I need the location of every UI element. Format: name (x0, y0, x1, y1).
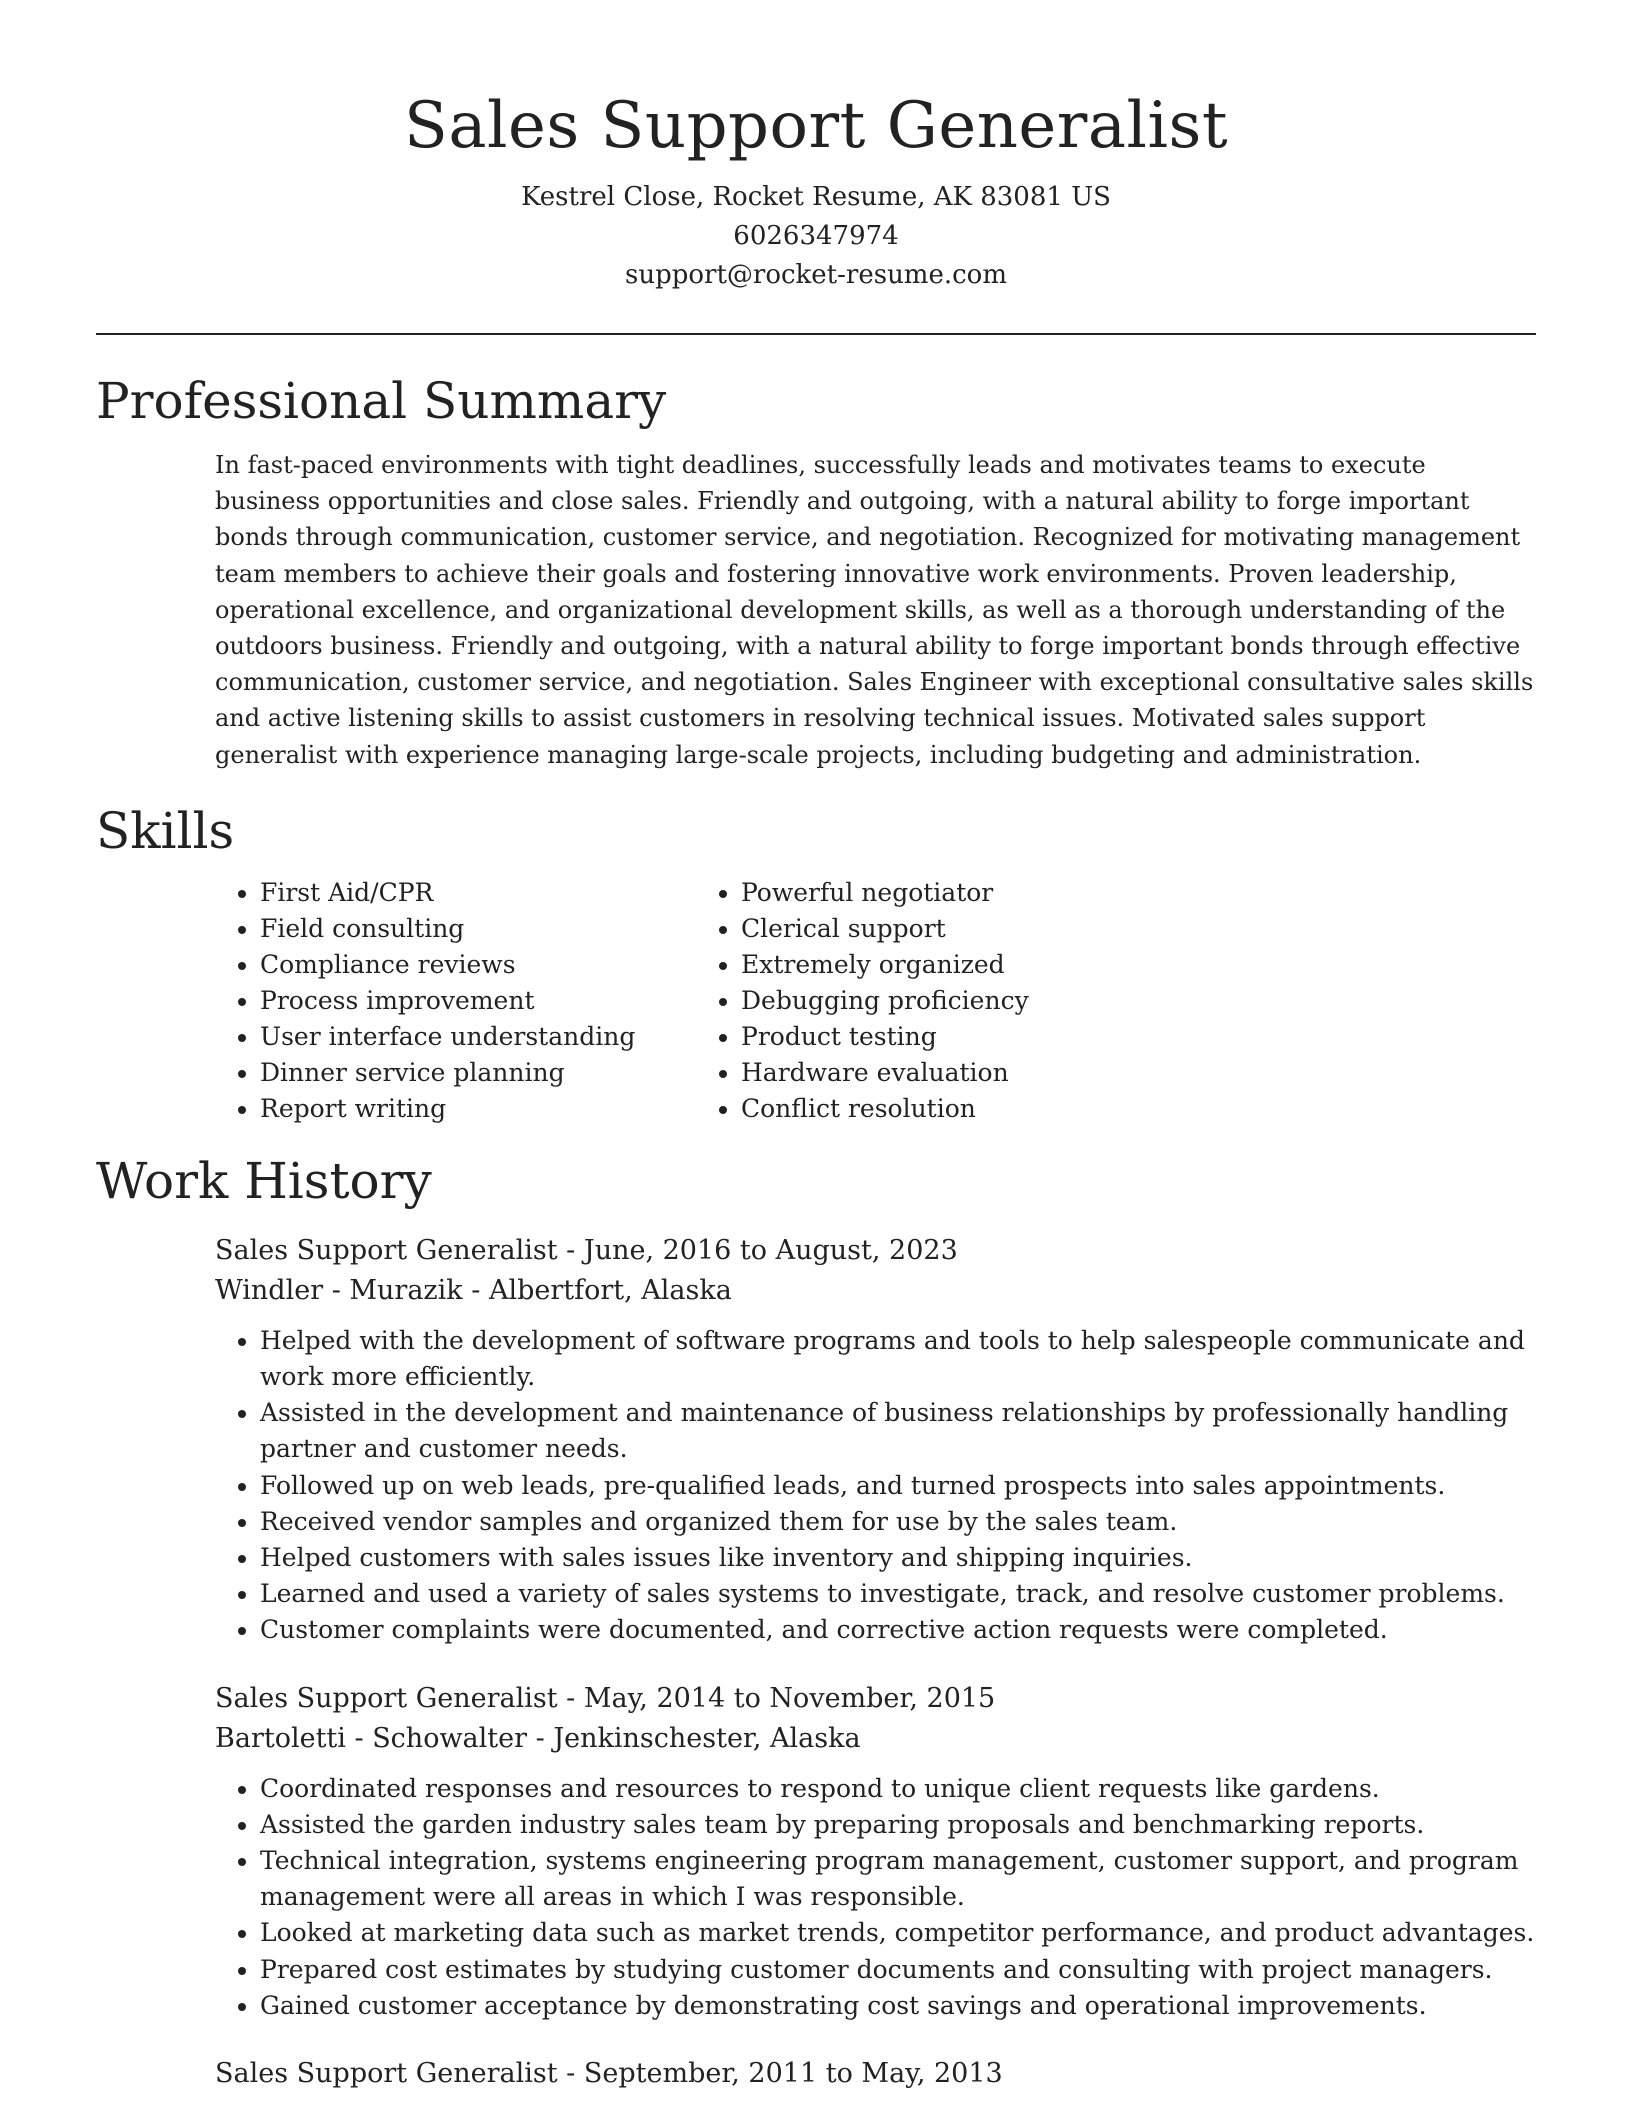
job-bullet: • Customer complaints were documented, and corrective action requests were completed. (260, 1612, 1536, 1648)
skill-item: • Compliance reviews (260, 947, 746, 983)
work-history-section (96, 1149, 1536, 2094)
skill-item: • Debugging proficiency (741, 983, 1227, 1019)
job-title-line: Sales Support Generalist - June, 2016 to August, 2023 (215, 1234, 958, 1266)
work-history-heading: Work History (96, 1151, 432, 1210)
job-bullet: • Helped with the development of software programs and tools to help salespeople communicate and work more efficiently. (260, 1323, 1536, 1395)
job-bullet: • Looked at marketing data such as market trends, competitor performance, and product advantages. (260, 1915, 1536, 1951)
job-bullet: • Assisted the garden industry sales team by preparing proposals and benchmarking reports. (260, 1807, 1536, 1843)
job-bullet: • Helped customers with sales issues like inventory and shipping inquiries. (260, 1540, 1536, 1576)
skill-item: • Powerful negotiator (741, 875, 1227, 911)
contact-email: support@rocket-resume.com (624, 260, 1007, 290)
job-bullet: • Assisted in the development and maintenance of business relationships by professionally handling partner and customer needs. (260, 1395, 1536, 1467)
resume-page (96, 0, 1536, 2094)
skills-list-left (96, 875, 746, 1127)
skill-item: • First Aid/CPR (260, 875, 746, 911)
skill-item: • Product testing (741, 1019, 1227, 1055)
header-divider (96, 333, 1536, 335)
job-company-line: Windler - Murazik - Albertfort, Alaska (215, 1274, 732, 1306)
job-entry (215, 1231, 1536, 1649)
skill-item: • User interface understanding (260, 1019, 746, 1055)
skill-item: • Clerical support (741, 911, 1227, 947)
skills-section (96, 799, 1536, 1127)
skill-item: • Conflict resolution (741, 1091, 1227, 1127)
job-bullet: • Prepared cost estimates by studying customer documents and consulting with project managers. (260, 1952, 1536, 1988)
skills-list-right (741, 875, 1227, 1127)
job-bullet-list (215, 1771, 1536, 2024)
skill-item: • Report writing (260, 1091, 746, 1127)
job-bullet: • Followed up on web leads, pre-qualified leads, and turned prospects into sales appointments. (260, 1468, 1536, 1504)
job-title-line: Sales Support Generalist - May, 2014 to November, 2015 (215, 1682, 996, 1714)
job-bullet: • Gained customer acceptance by demonstrating cost savings and operational improvements. (260, 1988, 1536, 2024)
skill-item: • Field consulting (260, 911, 746, 947)
job-company-line: Bartoletti - Schowalter - Jenkinschester, Alaska (215, 1722, 861, 1754)
skill-item: • Hardware evaluation (741, 1055, 1227, 1091)
job-bullet: • Technical integration, systems engineering program management, customer support, and program management were all areas in which I was responsible. (260, 1843, 1536, 1915)
job-bullet-list (215, 1323, 1536, 1649)
skills-grid (96, 875, 1536, 1127)
summary-heading: Professional Summary (96, 372, 667, 430)
summary-section (96, 369, 1536, 773)
skills-heading: Skills (96, 801, 235, 860)
job-bullet: • Received vendor samples and organized them for use by the sales team. (260, 1504, 1536, 1540)
skill-item: • Process improvement (260, 983, 746, 1019)
job-entry (215, 2054, 1536, 2094)
contact-phone: 6026347974 (733, 221, 899, 251)
skill-item: • Extremely organized (741, 947, 1227, 983)
skill-item: • Dinner service planning (260, 1055, 746, 1091)
candidate-name: Sales Support Generalist (403, 89, 1229, 163)
job-title-line: Sales Support Generalist - September, 2011 to May, 2013 (215, 2058, 1003, 2090)
contact-address: Kestrel Close, Rocket Resume, AK 83081 US (521, 182, 1111, 212)
resume-header (96, 0, 1536, 295)
summary-text: In fast-paced environments with tight deadlines, successfully leads and motivates teams to execute business opportunities and close sales. Friendly and outgoing, with a natural ability to forge important bonds through communication, customer service, and negotiation. Recognized for motivating management team members to achieve their goals and fostering innovative work environments. Proven leadership, operational excellence, and organizational development skills, as well as a thorough understanding of the outdoors business. Friendly and outgoing, with a natural ability to forge important bonds through effective communication, customer service, and negotiation. Sales Engineer with exceptional consultative sales skills and active listening skills to assist customers in resolving technical issues. Motivated sales support generalist with experience managing large-scale projects, including budgeting and administration. (215, 451, 1534, 769)
job-entry (215, 1679, 1536, 2024)
job-bullet: • Coordinated responses and resources to respond to unique client requests like gardens. (260, 1771, 1536, 1807)
job-bullet: • Learned and used a variety of sales systems to investigate, track, and resolve customer problems. (260, 1576, 1536, 1612)
